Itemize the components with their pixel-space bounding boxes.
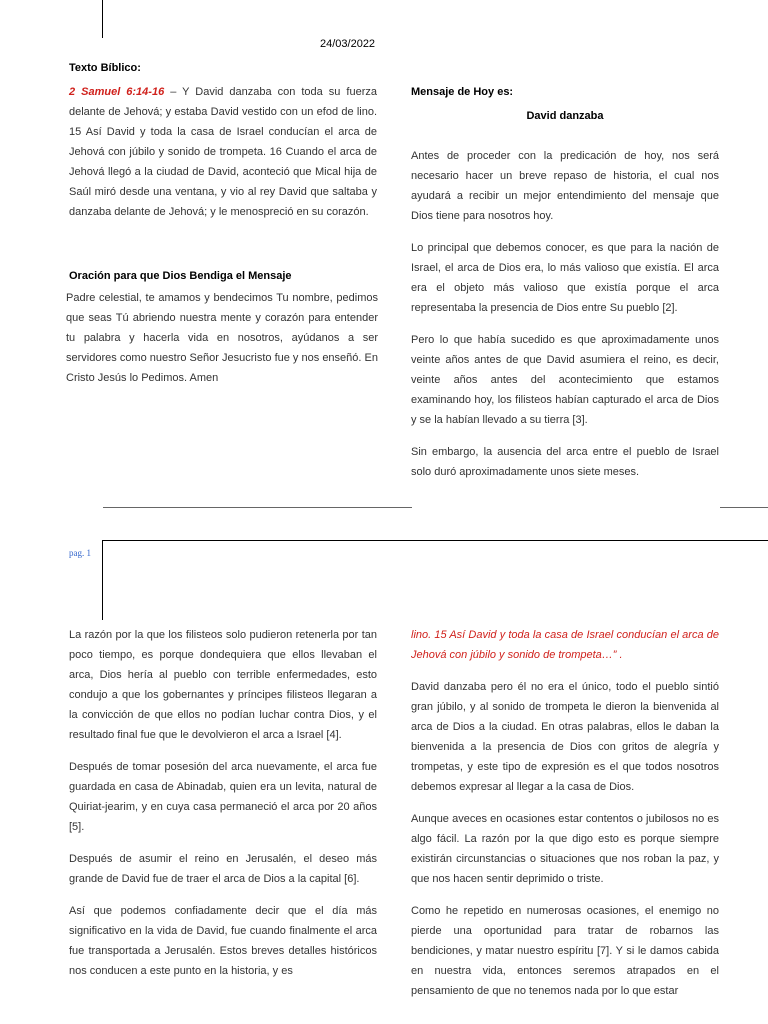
- message-paragraph: Lo principal que debemos conocer, es que para la nación de Israel, el arca de Dios era, lo más valioso que existía. El arca era el objeto más valioso que existía porque el arca representaba la presencia de Dios entre Su pueblo [2].: [411, 242, 719, 314]
- page-bottom-rule-left: [103, 507, 412, 508]
- message-paragraph: Antes de proceder con la predicación de hoy, nos será necesario hacer un breve repaso de historia, el cual nos ayudará a recibir un mejor entendimiento del mensaje que Dios tiene para nosotros hoy.: [411, 150, 719, 222]
- body-paragraph: Como he repetido en numerosas ocasiones, el enemigo no pierde una oportunidad para tratar de robarnos las bendiciones, y matar nuestro espíritu [7]. Y si le damos cabida en nuestra vida, entonces seremos atrapados en el pensamiento de que no tenemos nada por lo que estar: [411, 905, 719, 997]
- margin-line-left: [102, 540, 103, 620]
- message-paragraph: Sin embargo, la ausencia del arca entre el pueblo de Israel solo duró aproximadamente unos siete meses.: [411, 446, 719, 478]
- prayer-body: Padre celestial, te amamos y bendecimos Tu nombre, pedimos que seas Tú abriendo nuestra mente y corazón para entender tu palabra y hacerla vida en nosotros, ayúdanos a ser servidores como nuestro Señor Jesucristo fue y nos enseñó. En Cristo Jesús lo Pedimos. Amen: [66, 292, 378, 384]
- biblical-text-heading: Texto Bíblico:: [69, 62, 141, 74]
- page-number-label: pag. 1: [69, 548, 91, 558]
- body-paragraph: Después de tomar posesión del arca nuevamente, el arca fue guardada en casa de Abinadab, quien era un levita, natural de Quiriat-jearim, y en cuya casa permaneció el arca por 20 años [5].: [69, 761, 377, 833]
- quote-text: lino. 15 Así David y toda la casa de Israel conducían el arca de Jehová con júbilo y sonido de trompeta…: [411, 629, 719, 661]
- body-paragraph: David danzaba pero él no era el único, todo el pueblo sintió gran júbilo, y al sonido de trompeta le dieron la bienvenida al arca de Dios a la ciudad. En otras palabras, ellos le daban la bienvenida a la presencia de Dios con gritos de alegría y trompetas, y este tipo de expresión es el que todos nosotros debemos expresar al llegar a la casa de Dios.: [411, 681, 719, 793]
- page2-left-column: [69, 625, 377, 993]
- quote-tail: ” .: [612, 649, 623, 661]
- page-bottom-rule-right: [720, 507, 768, 508]
- message-heading: Mensaje de Hoy es:: [411, 86, 514, 98]
- prayer-section: [66, 266, 378, 400]
- body-paragraph: La razón por la que los filisteos solo pudieron retenerla por tan poco tiempo, es porque dondequiera que ellos llevaban el arca, Dios hería al pueblo con terrible enfermedades, esto condujo a que los gobernantes y príncipes filisteos llegaran a la convicción de que ellos no podían luchar contra Dios, y el resultado final fue que le devolvieron el arca a Israel [4].: [69, 629, 377, 741]
- message-paragraph: Pero lo que había sucedido es que aproximadamente unos veinte años antes de que David asumiera el reino, es decir, veinte años antes del acontecimiento que estamos examinando hoy, los filisteos habían capturado el arca de Dios y se la habían llevado a su tierra [3].: [411, 334, 719, 426]
- biblical-text-body: [69, 82, 377, 222]
- biblical-text-section: [69, 58, 377, 234]
- body-paragraph: Después de asumir el reino en Jerusalén, el deseo más grande de David fue de traer el arca de Dios a la capital [6].: [69, 853, 377, 885]
- message-title: David danzaba: [526, 110, 604, 122]
- body-paragraph: Así que podemos confiadamente decir que el día más significativo en la vida de David, fue cuando finalmente el arca fue transportada a Jerusalén. Estos breves detalles históricos nos conducen a este punto en la historia, y es: [69, 905, 377, 977]
- page-top-rule: [102, 540, 768, 541]
- scripture-text: – Y David danzaba con toda su fuerza delante de Jehová; y estaba David vestido con un efod de lino. 15 Así David y toda la casa de Israel conducían el arca de Jehová con júbilo y sonido de trompeta. 16 Cuando el arca de Jehová llegó a la ciudad de David, aconteció que Mical hija de Saúl miró desde una ventana, y vio al rey David que saltaba y danzaba delante de Jehová; y le menospreció en su corazón.: [69, 86, 377, 218]
- margin-line-top: [102, 0, 103, 38]
- body-paragraph: Aunque aveces en ocasiones estar contentos o jubilosos no es algo fácil. La razón por la que digo esto es porque siempre existirán circunstancias o situaciones que nos roban la paz, y que nos hacen sentir deprimido o triste.: [411, 813, 719, 885]
- document-date: 24/03/2022: [320, 38, 376, 50]
- prayer-heading: Oración para que Dios Bendiga el Mensaje: [69, 270, 292, 282]
- scripture-reference: 2 Samuel 6:14-16: [69, 86, 165, 98]
- page2-right-column: [411, 625, 719, 1013]
- scripture-quote: [411, 625, 719, 665]
- message-section: [411, 82, 719, 494]
